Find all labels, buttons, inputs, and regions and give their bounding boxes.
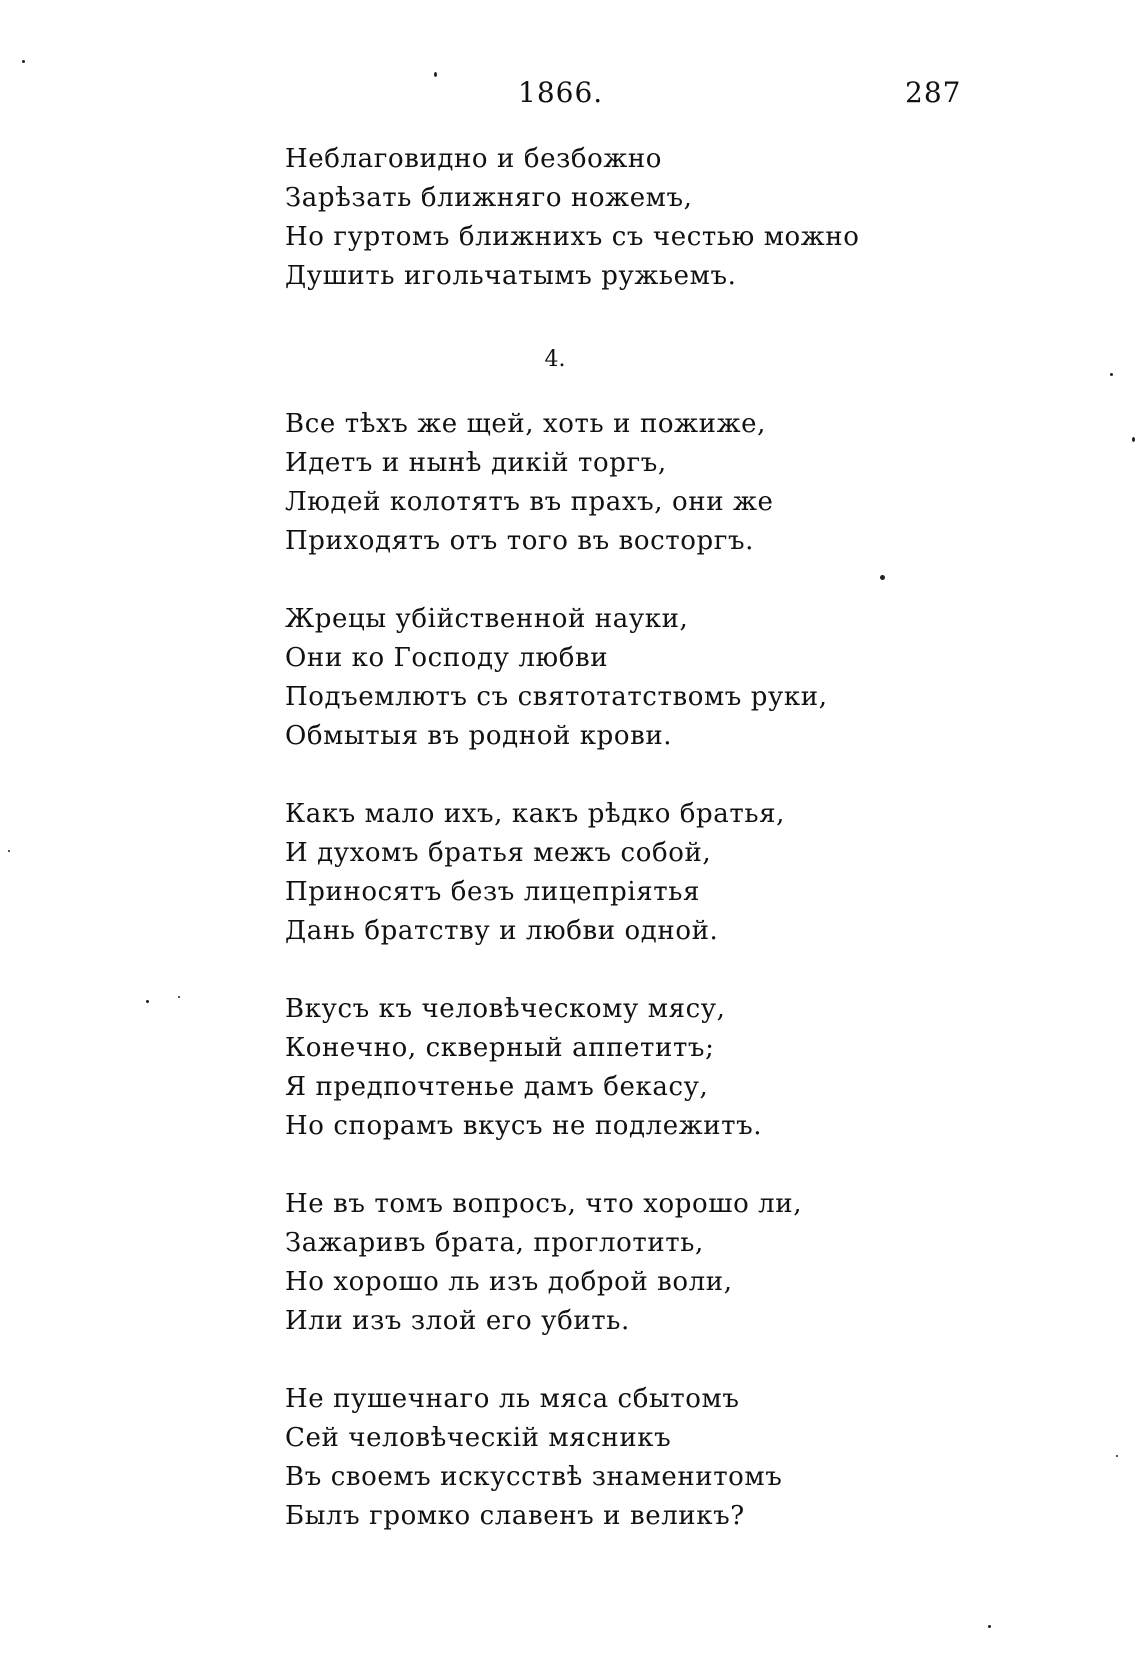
poem-line: Приходятъ отъ того въ восторгъ.	[285, 526, 754, 556]
poem-line: Подъемлютъ съ святотатствомъ руки,	[285, 682, 828, 712]
stanza-spacer	[285, 561, 905, 600]
poem-line: Сей человѣческій мясникъ	[285, 1423, 672, 1453]
scan-speck	[434, 72, 437, 77]
poem-line: Жрецы убійственной науки,	[285, 604, 689, 634]
poem-line: Я предпочтенье дамъ бекасу,	[285, 1072, 709, 1102]
scan-speck	[8, 850, 10, 852]
poem-line: Но гуртомъ ближнихъ съ честью можно	[285, 222, 860, 252]
poem-line: Обмытыя въ родной крови.	[285, 721, 673, 751]
poem-line: Людей колотятъ въ прахъ, они же	[285, 487, 774, 517]
scan-speck	[880, 575, 885, 580]
stanza-spacer	[285, 296, 905, 345]
poem-line: Душить игольчатымъ ружьемъ.	[285, 261, 737, 291]
scan-speck	[988, 1625, 991, 1628]
stanza-4	[285, 990, 905, 1146]
stanza-6	[285, 1380, 905, 1536]
running-header	[0, 76, 1140, 116]
poem-line: Былъ громко славенъ и великъ?	[285, 1501, 745, 1531]
stanza-spacer	[285, 951, 905, 990]
page-number: 287	[905, 76, 962, 109]
poem-line: Зарѣзать ближняго ножемъ,	[285, 183, 693, 213]
poem-text	[285, 140, 905, 1536]
poem-line: Не въ томъ вопросъ, что хорошо ли,	[285, 1189, 803, 1219]
scan-speck	[146, 1000, 149, 1003]
poem-line: Конечно, скверный аппетитъ;	[285, 1033, 715, 1063]
stanza-2	[285, 600, 905, 756]
poem-line: Неблаговидно и безбожно	[285, 144, 663, 174]
poem-line: Какъ мало ихъ, какъ рѣдко братья,	[285, 799, 786, 829]
poem-line: Вкусъ къ человѣческому мясу,	[285, 994, 726, 1024]
stanza-3	[285, 795, 905, 951]
scan-speck	[178, 996, 180, 998]
poem-line: Приносятъ безъ лицепріятья	[285, 877, 700, 907]
stanza-spacer	[285, 1341, 905, 1380]
poem-line: Въ своемъ искусствѣ знаменитомъ	[285, 1462, 783, 1492]
stanza-5	[285, 1185, 905, 1341]
poem-line: И духомъ братья межъ собой,	[285, 838, 712, 868]
stanza-spacer	[285, 756, 905, 795]
poem-line: Они ко Господу любви	[285, 643, 609, 673]
poem-line: Или изъ злой его убить.	[285, 1306, 630, 1336]
poem-line: Дань братству и любви одной.	[285, 916, 719, 946]
scan-speck	[22, 60, 25, 63]
scan-speck	[1116, 1455, 1118, 1457]
poem-line: Все тѣхъ же щей, хоть и пожиже,	[285, 409, 766, 439]
stanza-1	[285, 405, 905, 561]
stanza-spacer	[285, 1146, 905, 1185]
section-number: 4.	[544, 347, 566, 372]
scan-speck	[1110, 373, 1113, 376]
scan-speck	[1132, 437, 1135, 442]
poem-line: Не пушечнаго ль мяса сбытомъ	[285, 1384, 740, 1414]
poem-line: Зажаривъ брата, проглотить,	[285, 1228, 704, 1258]
poem-line: Но спорамъ вкусъ не подлежитъ.	[285, 1111, 763, 1141]
poem-line: Но хорошо ль изъ доброй воли,	[285, 1267, 733, 1297]
stanza-intro	[285, 140, 905, 296]
header-year: 1866.	[518, 76, 604, 109]
poem-line: Идетъ и нынѣ дикій торгъ,	[285, 448, 667, 478]
